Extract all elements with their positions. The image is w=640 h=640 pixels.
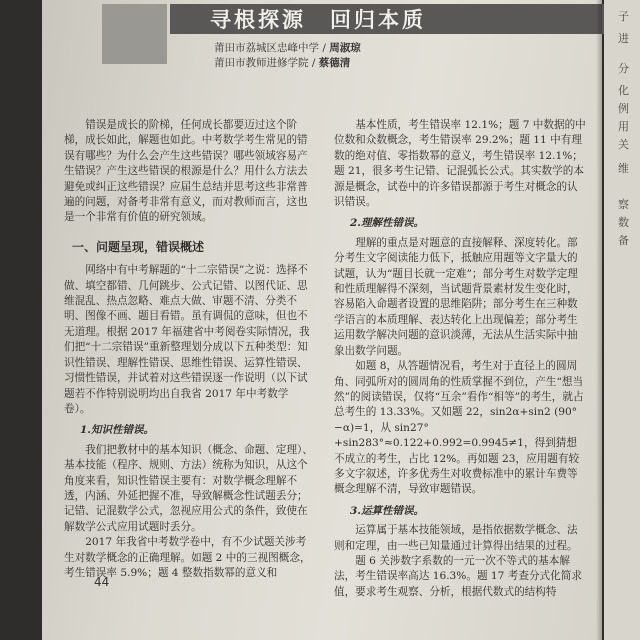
paragraph-text: 基本性质，考生错误率 12.1%；题 7 中数据的中位数和众数概念，考生错误率 29.2%；题 11 中有理数的绝对值、零指数幂的意义，考生错误率 12.1%；题 21，很多考生记错、记混弧长公式。其实数学的本源是概念，试卷中的许多错误都源于考生对概念的认识错误。 [334,119,586,209]
subsection-heading: 2.理解性错误。 [350,217,424,230]
facing-page-glyph: 察 [618,198,629,211]
paragraph [334,523,586,554]
author-name: 蔡德清 [318,57,351,69]
author-line-2 [214,55,350,70]
page-number: 44 [94,575,110,589]
paragraph [334,118,586,210]
article-title: 寻根探源 回归本质 [210,8,426,32]
section-heading: 一、问题呈现，错误概述 [72,239,205,254]
author-affiliation: 莆田市荔城区忠峰中学 / [214,42,330,54]
paragraph-text: 如题 8，从答题情况看，考生对于直径上的圆周角、同弧所对的圆周角的性质掌握不到位，产生“想当然”的阅读错误，仅将“互余”看作“相等”的考生，就占总考生的 13.33%。又如题 22，sin2α+sin2 (90°−α)=1，从 sin27°+sin283°≈0.122+0.992=0.9945≠1，得到猜想不成立的考生，占比 12%。再如题 23，应用题有较多文字叙述，许多优秀生对收费标准中的累计车费等概念理解不清，导致审题错误。 [334,360,584,496]
paragraph-text: 理解的重点是对题意的直接解释、深度转化。部分考生文字阅读能力低下，抵触应用题等文字量大的试题，认为“题目长就一定难”；部分考生对数学定理和性质理解得不深刻，当试题背景素材发生变化时，容易陷入命题者设置的思维陷阱；部分考生在三种数学语言的本质理解、表达转化上出现偏差；部分考生运用数学解决问题的意识淡薄，无法从生活实际中抽象出数学问题。 [334,236,578,357]
left-text-column [64,118,314,581]
author-line-1 [214,40,361,55]
paragraph [334,236,586,359]
title-decoration-block [102,4,167,64]
subsection-heading: 1.知识性错误。 [80,424,154,437]
author-affiliation: 莆田市教师进修学院 / [214,57,319,69]
facing-page-glyph: 化 [618,84,629,97]
paragraph [334,554,586,600]
facing-page-glyph: 用 [618,120,629,133]
paragraph-text: 题 6 关涉数字系数的一元一次不等式的基本解法，考生错误率高达 16.3%。题 17 考查分式化简求值，要求考生观察、分析，根据代数式的结构特 [334,554,582,598]
paragraph-text: 错误是成长的阶梯，任何成长都要迈过这个阶梯，成长如此，解题也如此。中考数学考生常见的错误有哪些？为什么会产生这些错误？哪些领域容易产生错误？产生这些错误的根源是什么？用什么方法去避免或纠正这些错误？应届生总结并思考这些非常普遍的问题，对备考非常有意义，而对教师而言，这也是一个非常有价值的研究领域。 [64,119,308,224]
facing-page-glyph: 子 [618,10,629,23]
paragraph-text: 我们把教材中的基本知识（概念、命题、定理）、基本技能（程序、规则、方法）统称为知识，从这个角度来看，知识性错误主要有：对数学概念理解不透，内涵、外延把握不准，导致解概念性试题丢分；记错、记混数学公式，忽视应用公式的条件，致使在解数学公式应用试题时丢分。 [64,443,313,533]
facing-page-glyph: 关 [618,138,629,151]
paragraph [64,443,314,535]
paragraph [64,263,314,417]
facing-page-glyph: 备 [618,234,629,247]
facing-page-edge [604,0,640,640]
facing-page-glyph: 分 [618,62,629,75]
paragraph [334,359,586,498]
paragraph-text: 网络中有中考解题的“十二宗错误”之说：选择不做、填空都错、几何跳步、公式记错、以图代证、思维混乱、热点忽略、难点大做、审题不清、分类不明、图像不画、题目看错。虽有调侃的意味，但也不无道理。根据 2017 年福建省中考阅卷实际情况，我们把“十二宗错误”重新整理划分成以下五种类型：知识性错误、理解性错误、思维性错误、运算性错误、习惯性错误，并试着对这些错误逐一作说明（以下试题若不作特别说明均出自我省 2017 年中考数学卷）。 [64,264,310,415]
author-name: 周淑琼 [329,42,361,54]
document-page [42,0,602,640]
facing-page-glyph: 维 [618,162,629,175]
page-gutter-shadow [596,0,602,640]
title-banner [170,4,640,34]
facing-page-glyph: 进 [618,32,629,45]
facing-page-glyph: 数 [618,216,629,229]
subsection-heading: 3.运算性错误。 [350,504,424,517]
paragraph-text: 运算属于基本技能领域，是指依据数学概念、法则和定理，由一些已知量通过计算得出结果的过程。 [334,524,578,552]
right-text-column [334,118,586,600]
facing-page-glyph: 例 [618,102,629,115]
paragraph [64,118,314,226]
paragraph-text: 2017 年我省中考数学卷中，有不少试题关涉考生对数学概念的正确理解。如题 2 中的三视图概念，考生错误率 5.9%；题 4 整数指数幂的意义和 [64,536,311,579]
